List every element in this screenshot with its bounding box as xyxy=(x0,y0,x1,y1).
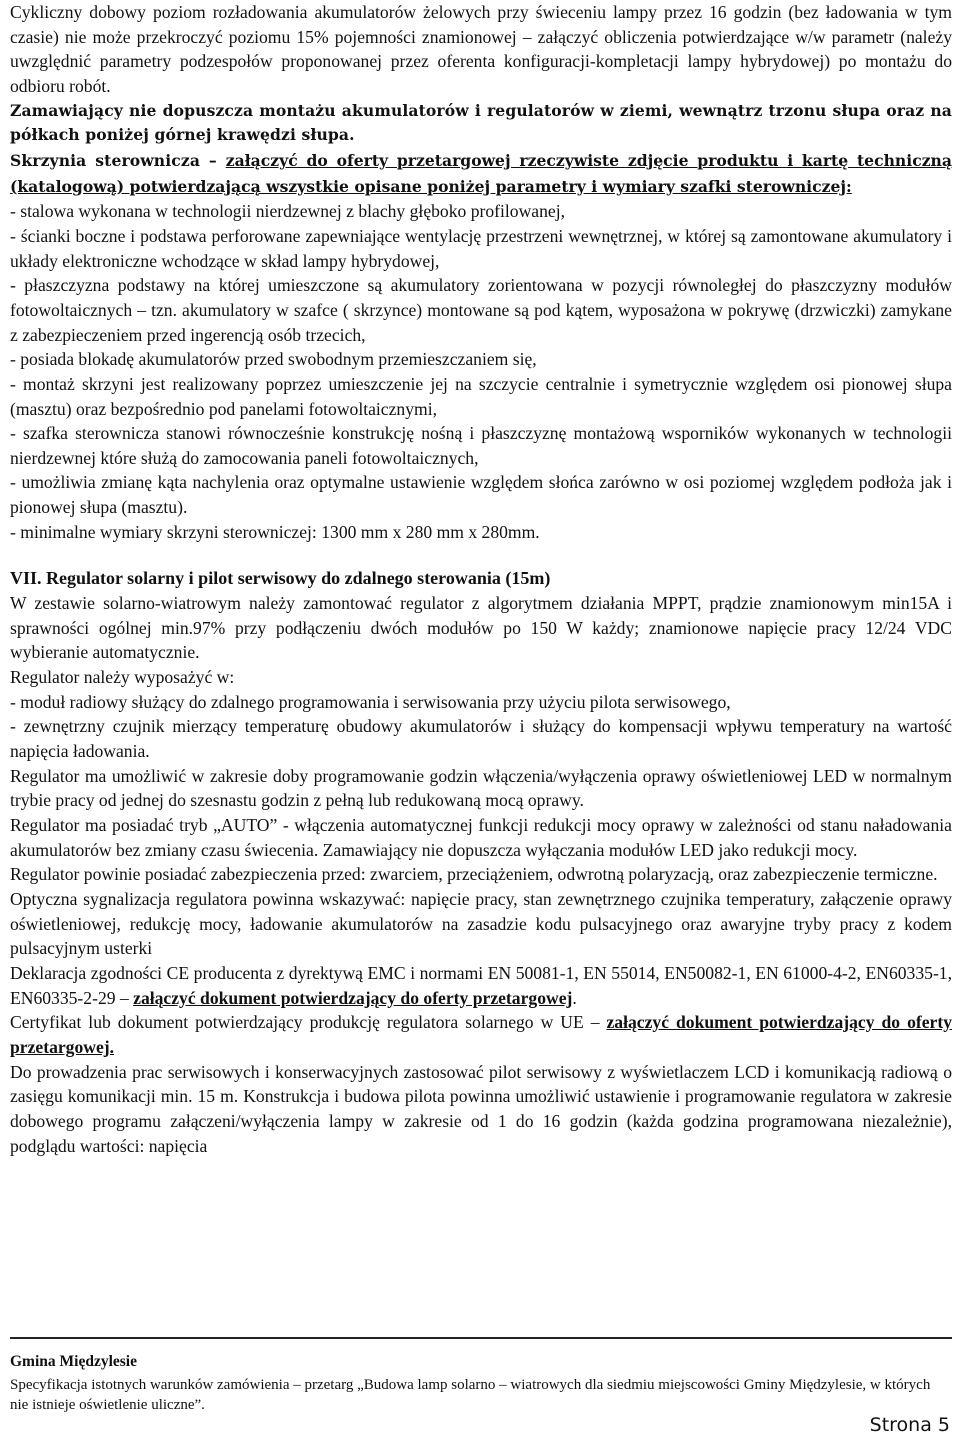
list-item: - minimalne wymiary skrzyni sterowniczej: 1300 mm x 280 mm x 280mm. xyxy=(10,521,540,542)
paragraph-signalling: Optyczna sygnalizacja regulatora powinna wskazywać: napięcie pracy, stan zewnętrznego czujnika temperatury, załączenie oprawy oświetleniowej, redukcję mocy, ładowanie akumulatorów na zasadzie kodu pulsacyjnego oraz awaryjne tryby pracy z kodem pulsacyjnym usterki xyxy=(10,888,952,959)
paragraph-ce-declaration: Deklaracja zgodności CE producenta z dyrektywą EMC i normami EN 50081-1, EN 55014, EN50082-1, EN 61000-4-2, EN60335-1, EN60335-2-29 – załączyć dokument potwierdzający do oferty przetargowej. xyxy=(10,962,952,1008)
footer-divider xyxy=(10,1337,952,1339)
list-item: - posiada blokadę akumulatorów przed swobodnym przemieszczaniem się, xyxy=(10,349,537,370)
section-spacer xyxy=(10,544,952,566)
list-item: - ścianki boczne i podstawa perforowane zapewniające wentylację przestrzeni wewnętrznej, w której są zamontowane akumulatory i układy elektroniczne wchodzące w skład lampy hybrydowej, xyxy=(10,225,952,271)
paragraph-service-remote: Do prowadzenia prac serwisowych i konserwacyjnych zastosować pilot serwisowy z wyświetlaczem LCD i komunikacją radiową o zasięgu komunikacji min. 15 m. Konstrukcja i budowa pilota powinna umożliwić ustawienie i programowanie regulatora w zakresie dobowego programu załączeni/wyłączenia lampy w zakresie od 1 do 16 godzin (każda godzina programowana niezależnie), podglądu wartości: napięcia xyxy=(10,1061,952,1156)
paragraph-regulator-equip: Regulator należy wyposażyć w: xyxy=(10,667,235,688)
list-item: - moduł radiowy służący do zdalnego programowania i serwisowania przy użyciu pilota serwisowego, xyxy=(10,691,731,712)
document-body xyxy=(10,0,952,1158)
paragraph-battery-discharge: Cykliczny dobowy poziom rozładowania akumulatorów żelowych przy świeceniu lampy przez 16 godzin (bez ładowania w tym czasie) nie może przekroczyć poziomu 15% pojemności znamionowej – załączyć obliczenia potwierdzające w/w parametr (należy uwzględnić parametry podzespołów proponowanej przez oferenta konfiguracji-kompletacji lampy hybrydowej) po montażu do odbioru robót. xyxy=(10,2,952,96)
ce-attach-requirement: załączyć dokument potwierdzający do oferty przetargowej xyxy=(133,987,573,1008)
paragraph-programming: Regulator ma umożliwić w zakresie doby programowanie godzin włączenia/wyłączenia oprawy oświetleniowej LED w normalnym trybie pracy od jednej do szesnastu godzin z pełną lub redukowaną mocą oprawy. xyxy=(10,765,952,811)
section-heading xyxy=(10,566,952,591)
certificate-attach-requirement: załączyć dokument potwierdzający do oferty przetargowej. xyxy=(10,1012,953,1057)
list-item: - stalowa wykonana w technologii nierdzewnej z blachy głęboko profilowanej, xyxy=(10,201,566,222)
paragraph-regulator-spec: W zestawie solarno-wiatrowym należy zamontować regulator z algorytmem działania MPPT, prądzie znamionowym min15A i sprawności ogólnej min.97% przy podłączeniu dwóch modułów po 150 W każdy; znamionowe napięcie pracy 12/24 VDC wybieranie automatycznie. xyxy=(10,593,952,663)
list-item: - montaż skrzyni jest realizowany poprzez umieszczenie jej na szczycie centralnie i symetrycznie względem osi pionowej słupa (masztu) oraz bezpośrednio pod panelami fotowoltaicznymi, xyxy=(10,373,952,419)
control-box-lead: Skrzynia sterownicza – xyxy=(10,150,226,170)
footer-description: Specyfikacja istotnych warunków zamówienia – przetarg „Budowa lamp solarno – wiatrowych dla siedmiu miejscowości Gminy Międzylesie, w których nie istnieje oświetlenie uliczne”. xyxy=(10,1377,931,1413)
footer-organization: Gmina Międzylesie xyxy=(10,1353,137,1370)
list-item: - płaszczyzna podstawy na której umieszczone są akumulatory zorientowana w pozycji równoległej do płaszczyzny modułów fotowoltaicznych – tzn. akumulatory w szafce ( skrzynce) montowane są pod kątem, wyposażona w pokrywę (drzwiczki) zamykane z zabezpieczeniem przed ingerencją osób trzecich, xyxy=(10,275,952,345)
paragraph-protection: Regulator powinie posiadać zabezpieczenia przed: zwarciem, przeciążeniem, odwrotną polaryzacją, oraz zabezpieczenie termiczne. xyxy=(10,864,938,885)
paragraph-mounting-restriction: Zamawiający nie dopuszcza montażu akumulatorów i regulatorów w ziemi, wewnątrz trzonu słupa oraz na półkach poniżej górnej krawędzi słupa. xyxy=(10,100,952,145)
paragraph-certificate: Certyfikat lub dokument potwierdzający produkcję regulatora solarnego w UE – załączyć dokument potwierdzający do oferty przetargowej. xyxy=(10,1012,953,1057)
list-item: - zewnętrzny czujnik mierzący temperaturę obudowy akumulatorów i służący do kompensacji wpływu temperatury na wartość napięcia ładowania. xyxy=(10,716,952,762)
section-number: VII. xyxy=(10,568,42,589)
paragraph-control-box xyxy=(10,148,952,199)
control-box-requirement: załączyć do oferty przetargowej rzeczywiste zdjęcie produktu i kartę techniczną (katalogową) potwierdzającą wszystkie opisane poniżej parametry i wymiary szafki sterowniczej: xyxy=(10,150,952,196)
paragraph-auto-mode: Regulator ma posiadać tryb „AUTO” - włączenia automatycznej funkcji redukcji mocy oprawy w zależności od stanu naładowania akumulatorów bez zmiany czasu świecenia. Zamawiający nie dopuszcza wyłączania modułów LED jako redukcji mocy. xyxy=(10,815,952,860)
section-title: Regulator solarny i pilot serwisowy do zdalnego sterowania (15m) xyxy=(46,568,551,589)
page-number: Strona 5 xyxy=(869,1414,950,1436)
list-item: - umożliwia zmianę kąta nachylenia oraz optymalne ustawienie względem słońca zarówno w osi poziomej względem podłoża jak i pionowej słupa (masztu). xyxy=(10,472,952,518)
list-item: - szafka sterownicza stanowi równocześnie konstrukcję nośną i płaszczyznę montażową wsporników wykonanych w technologii nierdzewnej które służą do zamocowania paneli fotowoltaicznych, xyxy=(10,423,952,468)
